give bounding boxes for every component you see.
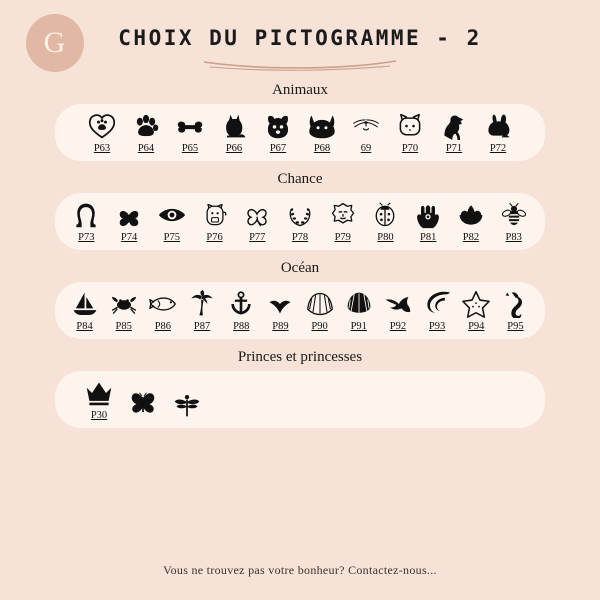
pictogram-option[interactable] — [65, 200, 108, 244]
pictogram-option[interactable] — [256, 111, 300, 155]
pictogram-code: P63 — [93, 143, 111, 154]
anchor-icon[interactable] — [227, 289, 255, 319]
butterfly-icon[interactable] — [129, 390, 157, 420]
pictogram-code: P79 — [334, 232, 351, 243]
pictogram-code: P87 — [193, 321, 211, 332]
footer-note: Vous ne trouvez pas votre bonheur? Contactez-nous... — [163, 563, 437, 577]
crown-icon[interactable] — [85, 378, 113, 408]
pictogram-option[interactable] — [77, 378, 121, 422]
pictogram-option[interactable] — [182, 289, 221, 333]
pictogram-option[interactable] — [124, 111, 168, 155]
pictogram-option[interactable] — [339, 289, 378, 333]
pictogram-option[interactable] — [168, 111, 212, 155]
paw-in-heart-icon[interactable] — [88, 111, 116, 141]
ladybug-icon[interactable] — [371, 200, 399, 230]
pictogram-option[interactable] — [388, 111, 432, 155]
pictogram-row — [55, 371, 545, 428]
pictogram-option[interactable] — [236, 200, 279, 244]
pictogram-code: P75 — [163, 232, 180, 243]
lotus-flower-icon[interactable] — [457, 200, 485, 230]
pictogram-row — [55, 104, 545, 161]
pictogram-option[interactable] — [279, 200, 322, 244]
evil-eye-icon[interactable] — [158, 200, 186, 230]
pictogram-code: P78 — [291, 232, 309, 243]
sitting-cat-icon[interactable] — [220, 111, 248, 141]
pictogram-option[interactable] — [300, 111, 344, 155]
pictogram-option[interactable] — [104, 289, 143, 333]
section-title: Animaux — [272, 82, 328, 98]
pictogram-code: P84 — [76, 321, 93, 332]
fish-icon[interactable] — [149, 289, 177, 319]
pictogram-code: P93 — [428, 321, 446, 332]
pictogram-option[interactable] — [165, 390, 209, 422]
pictogram-code: P70 — [401, 143, 419, 154]
pictogram-option[interactable] — [65, 289, 104, 333]
pictogram-option[interactable] — [80, 111, 124, 155]
pictogram-code: P72 — [489, 143, 507, 154]
dragonfly-icon[interactable] — [173, 390, 201, 420]
pictogram-code: 69 — [360, 143, 372, 154]
pictogram-code: P83 — [505, 232, 522, 243]
pictogram-code: P81 — [420, 232, 437, 243]
pictogram-code: P95 — [507, 321, 524, 332]
dolphin-icon[interactable] — [384, 289, 412, 319]
pictogram-code: P94 — [468, 321, 485, 332]
pictogram-code: P64 — [137, 143, 155, 154]
fan-shell-icon[interactable] — [345, 289, 373, 319]
palm-tree-icon[interactable] — [188, 289, 216, 319]
sailboat-icon[interactable] — [71, 289, 99, 319]
pictogram-option[interactable] — [121, 390, 165, 422]
dog-bone-icon[interactable] — [176, 111, 204, 141]
lion-head-icon[interactable] — [329, 200, 357, 230]
laurel-wreath-icon[interactable] — [286, 200, 314, 230]
horse-icon[interactable] — [440, 111, 468, 141]
pictogram-option[interactable] — [418, 289, 457, 333]
four-leaf-clover-icon[interactable] — [115, 200, 143, 230]
pictogram-code: P86 — [154, 321, 172, 332]
whale-tail-icon[interactable] — [266, 289, 294, 319]
pictogram-code: P30 — [90, 410, 108, 421]
brand-logo-badge — [26, 14, 84, 72]
pictogram-option[interactable] — [457, 289, 496, 333]
pictogram-option[interactable] — [193, 200, 236, 244]
pictogram-code: P74 — [120, 232, 138, 243]
pictogram-code: P76 — [206, 232, 223, 243]
pictogram-code: P67 — [269, 143, 287, 154]
scallop-shell-icon[interactable] — [306, 289, 334, 319]
pictogram-option[interactable] — [432, 111, 476, 155]
cat-face-icon[interactable] — [308, 111, 336, 141]
pictogram-option[interactable] — [450, 200, 493, 244]
pictogram-code: P92 — [389, 321, 407, 332]
brand-logo-letter: G — [43, 26, 67, 59]
pictogram-option[interactable] — [321, 200, 364, 244]
pictogram-code: P91 — [350, 321, 367, 332]
hamsa-hand-icon[interactable] — [414, 200, 442, 230]
pictogram-option[interactable] — [300, 289, 339, 333]
rabbit-icon[interactable] — [484, 111, 512, 141]
pictogram-code: P71 — [445, 143, 463, 154]
section-title: Océan — [280, 260, 320, 276]
pictogram-option[interactable] — [476, 111, 520, 155]
pictogram-option[interactable] — [222, 289, 261, 333]
wave-icon[interactable] — [423, 289, 451, 319]
section-title: Chance — [277, 171, 323, 187]
pictogram-row — [55, 282, 545, 339]
pictogram-section — [0, 260, 600, 339]
pictogram-option[interactable] — [344, 111, 388, 155]
pictogram-option[interactable] — [364, 200, 407, 244]
pictogram-option[interactable] — [143, 289, 182, 333]
pictogram-code: P68 — [313, 143, 331, 154]
pictogram-sections — [0, 82, 600, 428]
page-title: CHOIX DU PICTOGRAMME - 2 — [118, 26, 482, 50]
pictogram-option[interactable] — [378, 289, 417, 333]
horseshoe-icon[interactable] — [72, 200, 100, 230]
pictogram-code: P89 — [272, 321, 289, 332]
pictogram-option[interactable] — [407, 200, 450, 244]
pictogram-option[interactable] — [108, 200, 151, 244]
cat-outline-face-icon[interactable] — [396, 111, 424, 141]
pictogram-row — [55, 193, 545, 250]
pictogram-option[interactable] — [212, 111, 256, 155]
seahorse-icon[interactable] — [501, 289, 529, 319]
crab-icon[interactable] — [110, 289, 138, 319]
cat-whiskers-icon[interactable] — [352, 111, 380, 141]
pictogram-option[interactable] — [492, 200, 535, 244]
maneki-neko-icon[interactable] — [201, 200, 229, 230]
pictogram-option[interactable] — [261, 289, 300, 333]
pictogram-section — [0, 171, 600, 250]
clover-outline-icon[interactable] — [243, 200, 271, 230]
paw-print-icon[interactable] — [132, 111, 160, 141]
pictogram-option[interactable] — [496, 289, 535, 333]
pug-dog-face-icon[interactable] — [264, 111, 292, 141]
pictogram-option[interactable] — [150, 200, 193, 244]
title-underline-decoration — [200, 58, 400, 72]
pictogram-section — [0, 82, 600, 161]
pictogram-code: P65 — [181, 143, 199, 154]
bee-icon[interactable] — [500, 200, 528, 230]
pictogram-code: P85 — [115, 321, 132, 332]
pictogram-section — [0, 349, 600, 428]
pictogram-code: P90 — [311, 321, 328, 332]
pictogram-code: P88 — [233, 321, 250, 332]
pictogram-code: P73 — [78, 232, 95, 243]
pictogram-code: P77 — [249, 232, 266, 243]
pictogram-code: P82 — [462, 232, 480, 243]
pictogram-code: P66 — [225, 143, 243, 154]
section-title: Princes et princesses — [237, 349, 363, 365]
starfish-icon[interactable] — [462, 289, 490, 319]
pictogram-code: P80 — [377, 232, 394, 243]
